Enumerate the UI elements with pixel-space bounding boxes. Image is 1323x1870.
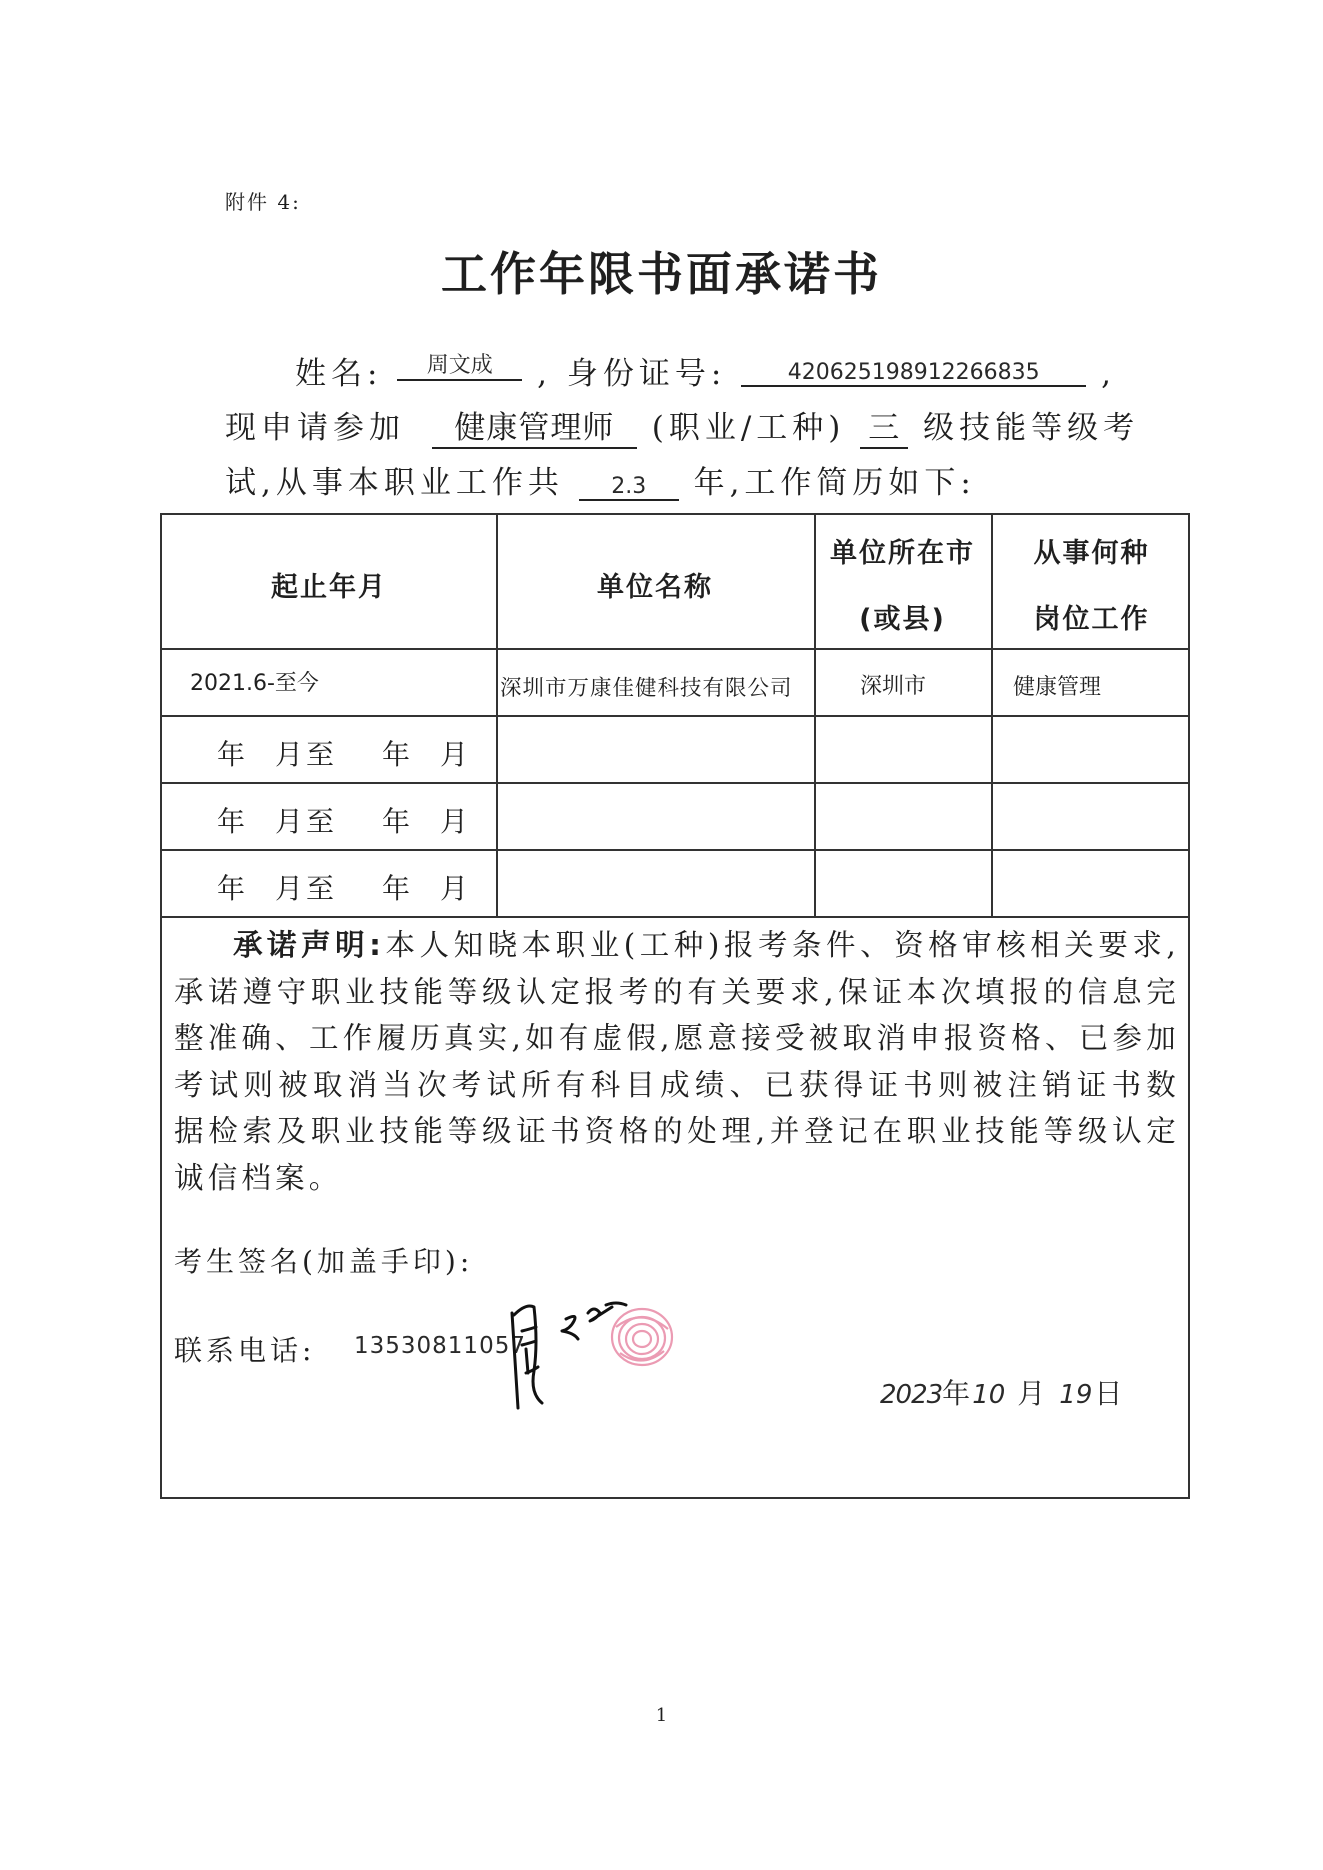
fingerprint-seal bbox=[602, 1297, 682, 1377]
years-suffix: 年,工作简历如下: bbox=[693, 465, 976, 501]
header-company: 单位名称 bbox=[597, 572, 713, 603]
page-number: 1 bbox=[655, 1705, 668, 1726]
id-label: 身份证号: bbox=[566, 356, 727, 392]
header-role-2: 岗位工作 bbox=[1033, 604, 1150, 635]
attachment-label: 附件 4: bbox=[225, 190, 301, 214]
work-history-table bbox=[160, 513, 1190, 1499]
date-day: 19 bbox=[1059, 1380, 1093, 1410]
header-city-2: (或县) bbox=[859, 604, 946, 635]
row1-role: 健康管理 bbox=[1013, 675, 1102, 700]
years-prefix: 试,从事本职业工作共 bbox=[225, 465, 564, 501]
blank-period-row: 年 月至 年 月 bbox=[217, 738, 472, 771]
header-role-1: 从事何种 bbox=[1033, 538, 1150, 569]
level-suffix: 级技能等级考 bbox=[923, 410, 1140, 446]
row1-city: 深圳市 bbox=[860, 674, 927, 699]
applicant-line-2 bbox=[225, 402, 1139, 449]
row1-company: 深圳市万康佳健科技有限公司 bbox=[500, 676, 793, 701]
pledge-statement bbox=[174, 922, 1180, 1201]
pledge-text: 本人知晓本职业(工种)报考条件、资格审核相关要求,承诺遵守职业技能等级认定报考的有关要求,保证本次填报的信息完整准确、工作履历真实,如有虚假,愿意接受被取消申报资格、已参加考试则被取消当次考试所有科目成绩、已获得证书则被注销证书数据检索及职业技能等级证书资格的处理,并登记在职业技能等级认定诚信档案。 bbox=[174, 928, 1180, 1195]
date-day-unit: 日 bbox=[1094, 1377, 1123, 1410]
id-number: 420625198912266835 bbox=[741, 360, 1086, 387]
blank-period-row: 年 月至 年 月 bbox=[217, 805, 472, 838]
skill-level: 三 bbox=[860, 402, 908, 449]
occupation-name: 健康管理师 bbox=[432, 402, 637, 449]
date-month: 10 bbox=[972, 1380, 1006, 1410]
applicant-name: 周文成 bbox=[397, 348, 522, 381]
signature-label: 考生签名(加盖手印): bbox=[174, 1245, 474, 1278]
phone-number: 13530811057 bbox=[354, 1333, 526, 1359]
separator: , bbox=[1101, 356, 1116, 392]
applicant-line-1 bbox=[295, 348, 1116, 393]
phone-label: 联系电话: bbox=[174, 1334, 316, 1367]
pledge-label: 承诺声明: bbox=[233, 928, 386, 962]
name-label: 姓名: bbox=[295, 356, 383, 392]
occupation-suffix: (职业/工种) bbox=[651, 410, 846, 446]
row1-period: 2021.6-至今 bbox=[190, 671, 319, 696]
applicant-line-3 bbox=[225, 457, 976, 502]
separator: , bbox=[537, 356, 553, 392]
header-city-1: 单位所在市 bbox=[830, 538, 975, 569]
date-year-unit: 年 bbox=[942, 1377, 971, 1410]
document-title: 工作年限书面承诺书 bbox=[441, 247, 882, 301]
work-years: 2.3 bbox=[579, 474, 679, 501]
date-month-unit: 月 bbox=[1017, 1377, 1046, 1410]
apply-prefix: 现申请参加 bbox=[225, 410, 405, 446]
blank-period-row: 年 月至 年 月 bbox=[217, 872, 472, 905]
header-period: 起止年月 bbox=[271, 572, 387, 603]
signing-date bbox=[880, 1372, 1122, 1412]
date-year: 2023 bbox=[880, 1380, 943, 1410]
